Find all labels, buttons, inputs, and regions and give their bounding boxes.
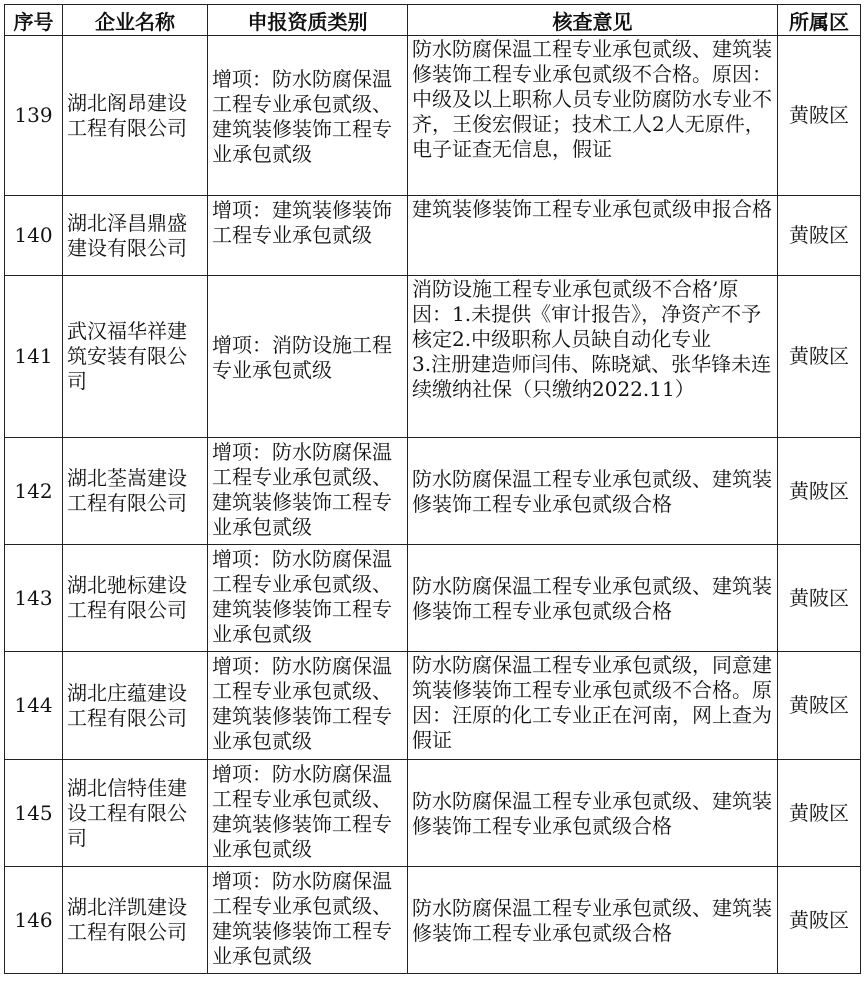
- district: 黄陂区: [778, 652, 861, 760]
- header-review-opinion: 核查意见: [408, 5, 778, 36]
- company-name: 湖北洋凯建设工程有限公司: [63, 867, 208, 974]
- district: 黄陂区: [778, 760, 861, 867]
- qualification-type: 增项：防水防腐保温工程专业承包贰级、建筑装修装饰工程专业承包贰级: [208, 545, 408, 652]
- qualification-type: 增项：防水防腐保温工程专业承包贰级、建筑装修装饰工程专业承包贰级: [208, 438, 408, 545]
- serial-number: 144: [5, 652, 63, 760]
- company-name: 湖北泽昌鼎盛建设有限公司: [63, 196, 208, 276]
- review-opinion: 建筑装修装饰工程专业承包贰级申报合格: [408, 196, 778, 276]
- header-company-name: 企业名称: [63, 5, 208, 36]
- qualification-type: 增项：消防设施工程专业承包贰级: [208, 276, 408, 438]
- review-opinion: 防水防腐保温工程专业承包贰级、建筑装修装饰工程专业承包贰级合格: [408, 760, 778, 867]
- review-opinion: 防水防腐保温工程专业承包贰级、建筑装修装饰工程专业承包贰级不合格。原因：中级及以上职称人员专业防腐防水专业不齐，王俊宏假证；技术工人2人无原件，电子证查无信息，假证: [408, 36, 778, 196]
- qualification-type: 增项：防水防腐保温工程专业承包贰级、建筑装修装饰工程专业承包贰级: [208, 652, 408, 760]
- review-opinion: 防水防腐保温工程专业承包贰级、建筑装修装饰工程专业承包贰级合格: [408, 545, 778, 652]
- table-header-row: [5, 5, 861, 36]
- serial-number: 139: [5, 36, 63, 196]
- company-name: 湖北驰标建设工程有限公司: [63, 545, 208, 652]
- review-opinion: 防水防腐保温工程专业承包贰级，同意建筑装修装饰工程专业承包贰级不合格。原因：汪原的化工专业正在河南，网上查为假证: [408, 652, 778, 760]
- company-name: 武汉福华祥建筑安装有限公司: [63, 276, 208, 438]
- serial-number: 145: [5, 760, 63, 867]
- qualification-review-table: [4, 4, 861, 974]
- qualification-type: 增项：防水防腐保温工程专业承包贰级、建筑装修装饰工程专业承包贰级: [208, 867, 408, 974]
- table-row-139: [5, 36, 861, 196]
- review-opinion-line: 消防设施工程专业承包贰级不合格’原因：1.未提供《审计报告》，净资产不予核定2.中级职称人员缺自动化专业: [412, 277, 762, 351]
- district: 黄陂区: [778, 36, 861, 196]
- qualification-type: 增项：防水防腐保温工程专业承包贰级、建筑装修装饰工程专业承包贰级: [208, 36, 408, 196]
- review-opinion-line: 3.注册建造师闫伟、陈晓斌、张华锋未连续缴纳社保（只缴纳2022.11）: [412, 352, 772, 401]
- table-row-144: [5, 652, 861, 760]
- review-opinion: [408, 276, 778, 438]
- table-row-143: [5, 545, 861, 652]
- review-opinion: 防水防腐保温工程专业承包贰级、建筑装修装饰工程专业承包贰级合格: [408, 867, 778, 974]
- district: 黄陂区: [778, 545, 861, 652]
- district: 黄陂区: [778, 438, 861, 545]
- header-serial-number: 序号: [5, 5, 63, 36]
- serial-number: 146: [5, 867, 63, 974]
- qualification-type: 增项：防水防腐保温工程专业承包贰级、建筑装修装饰工程专业承包贰级: [208, 760, 408, 867]
- company-name: 湖北荃嵩建设工程有限公司: [63, 438, 208, 545]
- district: 黄陂区: [778, 196, 861, 276]
- table-row-141: [5, 276, 861, 438]
- district: 黄陂区: [778, 276, 861, 438]
- company-name: 湖北阁昂建设工程有限公司: [63, 36, 208, 196]
- review-opinion: 防水防腐保温工程专业承包贰级、建筑装修装饰工程专业承包贰级合格: [408, 438, 778, 545]
- serial-number: 142: [5, 438, 63, 545]
- district: 黄陂区: [778, 867, 861, 974]
- serial-number: 143: [5, 545, 63, 652]
- table-row-145: [5, 760, 861, 867]
- header-district: 所属区: [778, 5, 861, 36]
- serial-number: 141: [5, 276, 63, 438]
- company-name: 湖北信特佳建设工程有限公司: [63, 760, 208, 867]
- table-row-142: [5, 438, 861, 545]
- company-name: 湖北庄蕴建设工程有限公司: [63, 652, 208, 760]
- table-row-140: [5, 196, 861, 276]
- serial-number: 140: [5, 196, 63, 276]
- table-row-146: [5, 867, 861, 974]
- qualification-type: 增项：建筑装修装饰工程专业承包贰级: [208, 196, 408, 276]
- header-qualification-type: 申报资质类别: [208, 5, 408, 36]
